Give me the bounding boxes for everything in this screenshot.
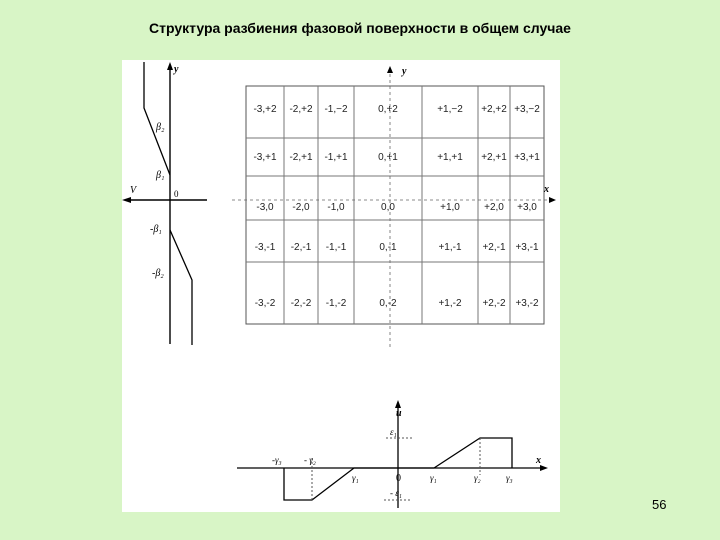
gamma2-label: γ₂: [474, 473, 481, 483]
grid-cell-label: -2,-2: [290, 298, 312, 309]
left-origin-label: 0: [174, 189, 179, 199]
left-y-arrow: [167, 62, 173, 70]
grid-cell-label: +1,−2: [437, 104, 463, 115]
grid-cell-label: +1,-1: [438, 242, 462, 253]
grid-cell-label: +3,-2: [515, 298, 539, 309]
grid-cell-label: -2,+2: [289, 104, 313, 115]
phase-grid: [232, 66, 556, 350]
grid-x-label: x: [544, 184, 549, 195]
gamma1-label: γ₁: [430, 473, 437, 483]
beta2-label: β₂: [156, 122, 165, 133]
beta1-label: β₁: [156, 170, 165, 181]
neg-gamma1-label: γ₁: [352, 473, 359, 483]
grid-cell-label: +1,-2: [438, 298, 462, 309]
grid-cell-label: -3,+2: [253, 104, 277, 115]
grid-cell-label: +2,0: [484, 202, 504, 213]
bottom-u-label: u: [396, 408, 402, 419]
left-y-label: y: [174, 64, 179, 75]
grid-cell-label: -3,-2: [254, 298, 276, 309]
grid-cell-label: +3,+1: [514, 152, 540, 163]
grid-cell-label: +3,−2: [514, 104, 540, 115]
eps1-label: ε₁: [390, 427, 397, 437]
left-v-arrow: [122, 197, 131, 203]
left-v-label: V: [130, 185, 137, 196]
bottom-u-arrow: [395, 400, 401, 408]
figure-svg: [122, 60, 560, 512]
grid-cell-label: +2,-2: [482, 298, 506, 309]
grid-cell-label: -1,−2: [324, 104, 348, 115]
grid-cell-label: +2,-1: [482, 242, 506, 253]
neg-gamma3-label: -γ₃: [272, 455, 282, 465]
figure-panel: [122, 60, 560, 512]
grid-cell-label: -1,+1: [324, 152, 348, 163]
grid-x-arrow: [549, 197, 556, 203]
grid-cell-label: +2,+1: [481, 152, 507, 163]
left-curve-lower: [170, 230, 192, 345]
grid-cell-label: -3,0: [256, 202, 274, 213]
neg-beta1-label: -β₁: [150, 224, 162, 235]
grid-cell-label: 0,+2: [378, 104, 398, 115]
grid-cell-label: -2,0: [292, 202, 310, 213]
grid-cell-label: 0,0: [381, 202, 395, 213]
grid-cell-label: -1,-2: [325, 298, 347, 309]
grid-cell-label: 0,-2: [379, 298, 397, 309]
grid-cell-label: +1,+1: [437, 152, 463, 163]
page-number: 56: [652, 497, 667, 512]
slide-title: Структура разбиения фазовой поверхности в общем случае: [149, 20, 571, 36]
grid-cell-label: -2,+1: [289, 152, 313, 163]
grid-cell-label: 0,+1: [378, 152, 398, 163]
grid-cell-label: +1,0: [440, 202, 460, 213]
left-curve-upper: [144, 62, 170, 175]
grid-cell-label: +3,-1: [515, 242, 539, 253]
bottom-graph: [237, 400, 548, 508]
grid-cell-label: 0,-1: [379, 242, 397, 253]
bottom-x-label: x: [536, 455, 541, 466]
grid-cell-label: -3,+1: [253, 152, 277, 163]
grid-y-label: y: [402, 66, 407, 77]
grid-cell-label: -3,-1: [254, 242, 276, 253]
grid-cell-label: -2,-1: [290, 242, 312, 253]
grid-cell-label: -1,0: [327, 202, 345, 213]
neg-eps1-label: - ε₁: [390, 488, 402, 498]
gamma3-label: γ₃: [506, 473, 513, 483]
left-graph: [122, 62, 207, 345]
grid-cell-label: +3,0: [517, 202, 537, 213]
bottom-x-arrow: [540, 465, 548, 471]
grid-cell-label: +2,+2: [481, 104, 507, 115]
neg-beta2-label: -β₂: [152, 268, 164, 279]
grid-y-arrow: [387, 66, 393, 73]
bottom-origin-label: 0: [396, 473, 401, 484]
grid-cell-label: -1,-1: [325, 242, 347, 253]
neg-gamma2-label: - γ₂: [304, 455, 316, 465]
